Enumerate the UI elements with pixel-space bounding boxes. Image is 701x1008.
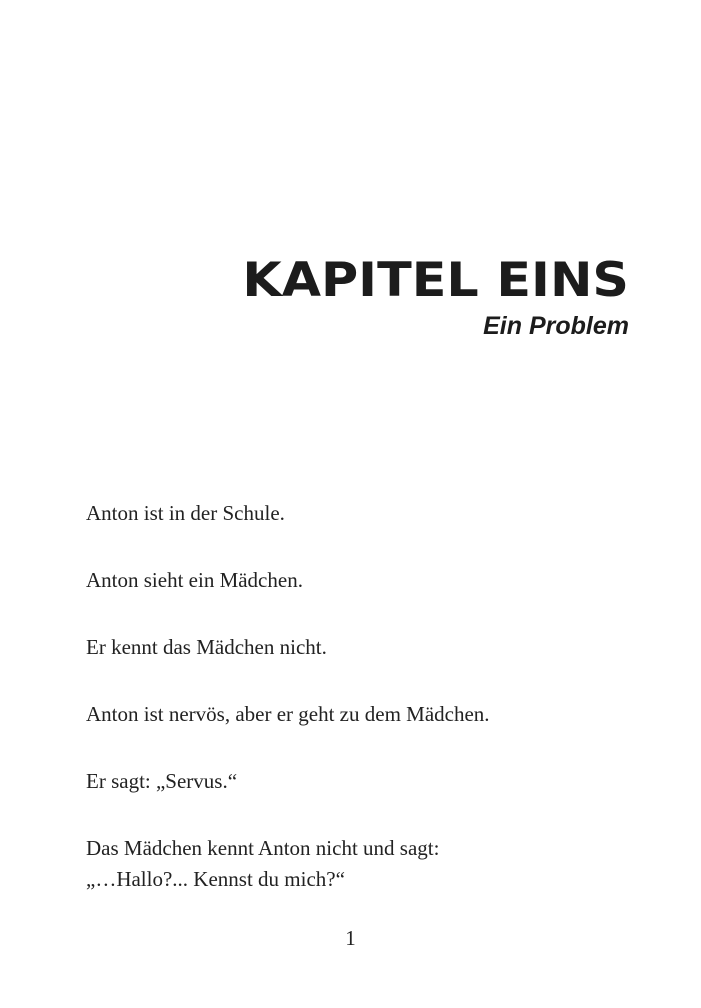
paragraph: Anton ist nervös, aber er geht zu dem Mädchen. bbox=[86, 702, 490, 726]
chapter-title: KAPITEL EINS bbox=[242, 253, 629, 308]
paragraph: Anton sieht ein Mädchen. bbox=[86, 568, 303, 592]
paragraph: Anton ist in der Schule. bbox=[86, 501, 285, 525]
chapter-heading bbox=[242, 253, 629, 341]
paragraph: „…Hallo?... Kennst du mich?“ bbox=[86, 867, 345, 891]
page-number: 1 bbox=[345, 926, 356, 950]
paragraph: Das Mädchen kennt Anton nicht und sagt: bbox=[86, 836, 440, 860]
paragraph: Er sagt: „Servus.“ bbox=[86, 769, 238, 793]
paragraph: Er kennt das Mädchen nicht. bbox=[86, 635, 327, 659]
chapter-subtitle: Ein Problem bbox=[483, 312, 629, 340]
